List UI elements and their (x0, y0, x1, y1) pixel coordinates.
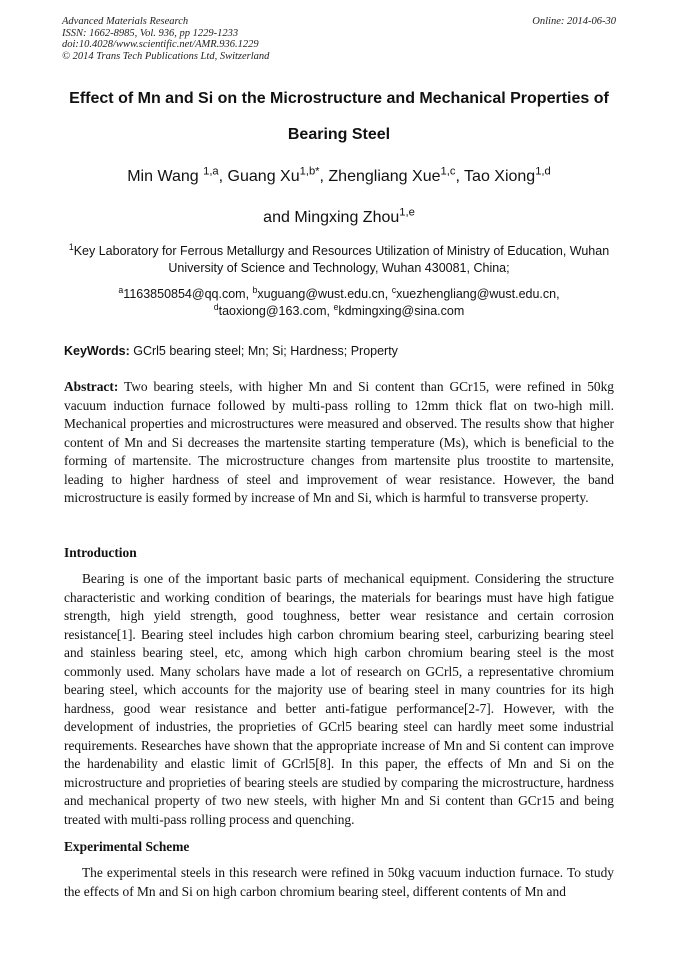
abstract (64, 378, 614, 508)
email-sup: d (213, 301, 219, 312)
affiliation-line-2: University of Science and Technology, Wuhan 430081, China; (168, 261, 510, 275)
author-sup: 1,c (440, 165, 456, 178)
copyright-line: © 2014 Trans Tech Publications Ltd, Switzerland (62, 50, 270, 62)
email-a[interactable]: 1163850854@qq.com, (123, 287, 253, 301)
author-name: , Guang Xu (218, 168, 300, 185)
affiliation-sup: 1 (68, 241, 74, 252)
email-sup: c (391, 284, 397, 295)
email-sup: a (118, 284, 124, 295)
introduction-paragraph: Bearing is one of the important basic parts of mechanical equipment. Considering the structure characteristic and working condition of bearings, the materials for bearings must have high fatigue strength, high yield strength, good toughness, better wear resistance and certain corrosion resistance[1]. Bearing steel includes high carbon chromium bearing steel, carburizing bearing steel and stainless bearing steel, etc, among which high carbon chromium bearing steel is the most commonly used. Many scholars have made a lot of research on GCrl5, a representative chromium bearing steel, which accounts for the majority use of bearing steel in many countries for its high hardness, good wear resistance and better anti-fatigue performance[2-7]. However, with the development of industries, the proprieties of GCrl5 bearing steel can hardly meet some industrial requirements. Researches have shown that the appropriate increase of Mn and Si content can improve the hardenability and elastic limit of GCrl5[8]. In this paper, the effects of Mn and Si on the microstructure and proprieties of bearing steels are studied by comparing the microstructure, hardness and mechanical property of two new steels, with higher Mn and Si content than GCr15 and being treated with multi-pass rolling process and quenching. (64, 571, 614, 827)
author-sup: 1,b* (299, 165, 320, 178)
section-heading-introduction: Introduction (64, 545, 137, 560)
journal-name: Advanced Materials Research (62, 16, 189, 27)
email-sup: e (333, 301, 339, 312)
section-heading-experimental: Experimental Scheme (64, 839, 190, 854)
experimental-paragraph: The experimental steels in this research were refined in 50kg vacuum induction furnace. To study the effects of Mn and Si on high carbon chromium bearing steel, different contents of Mn and (64, 865, 614, 899)
affiliation-line-1: Key Laboratory for Ferrous Metallurgy and Resources Utilization of Ministry of Education, Wuhan (73, 244, 610, 258)
paper-title-line-1: Effect of Mn and Si on the Microstructure and Mechanical Properties of (69, 90, 609, 107)
keywords-label: KeyWords: (64, 344, 130, 358)
abstract-text: Two bearing steels, with higher Mn and Si content than GCr15, were refined in 50kg vacuum induction furnace followed by multi-pass rolling to 12mm thick flat on two-high mill. Mechanical properties and microstructures were measured and observed. The results show that higher content of Mn and Si decreases the martensite starting temperature (Ms), which is beneficial to the forming of martensite. The microstructure changes from martensite plus troostite to martensite, leading to higher hardness of steel and improvement of wear resistance. However, the band microstructure is easily formed by increase of Mn and Si, which is harmful to transverse property. (64, 379, 614, 505)
journal-header (62, 16, 269, 62)
email-b[interactable]: xuguang@wust.edu.cn, (257, 287, 392, 301)
issn-line: ISSN: 1662-8985, Vol. 936, pp 1229-1233 (62, 27, 239, 39)
email-c[interactable]: xuezhengliang@wust.edu.cn, (396, 287, 560, 301)
author-name: and Mingxing Zhou (263, 209, 400, 226)
author-sup: 1,e (399, 206, 415, 219)
keywords-text: GCrl5 bearing steel; Mn; Si; Hardness; Property (129, 344, 398, 358)
abstract-label: Abstract: (64, 379, 119, 394)
keywords (64, 344, 398, 358)
email-sup: b (252, 284, 258, 295)
email-list (50, 286, 628, 320)
author-list-cont (50, 206, 628, 227)
author-name: Min Wang (127, 168, 204, 185)
author-list (50, 165, 628, 186)
author-sup: 1,a (203, 165, 219, 178)
email-d[interactable]: taoxiong@163.com, (218, 304, 334, 318)
affiliation (50, 243, 628, 277)
doi-line: doi:10.4028/www.scientific.net/AMR.936.1229 (62, 39, 259, 50)
author-name: , Tao Xiong (455, 168, 536, 185)
author-sup: 1,d (535, 165, 551, 178)
author-name: , Zhengliang Xue (319, 168, 441, 185)
online-date: Online: 2014-06-30 (532, 16, 616, 27)
paper-title-line-2: Bearing Steel (287, 126, 391, 143)
email-e[interactable]: kdmingxing@sina.com (338, 304, 465, 318)
